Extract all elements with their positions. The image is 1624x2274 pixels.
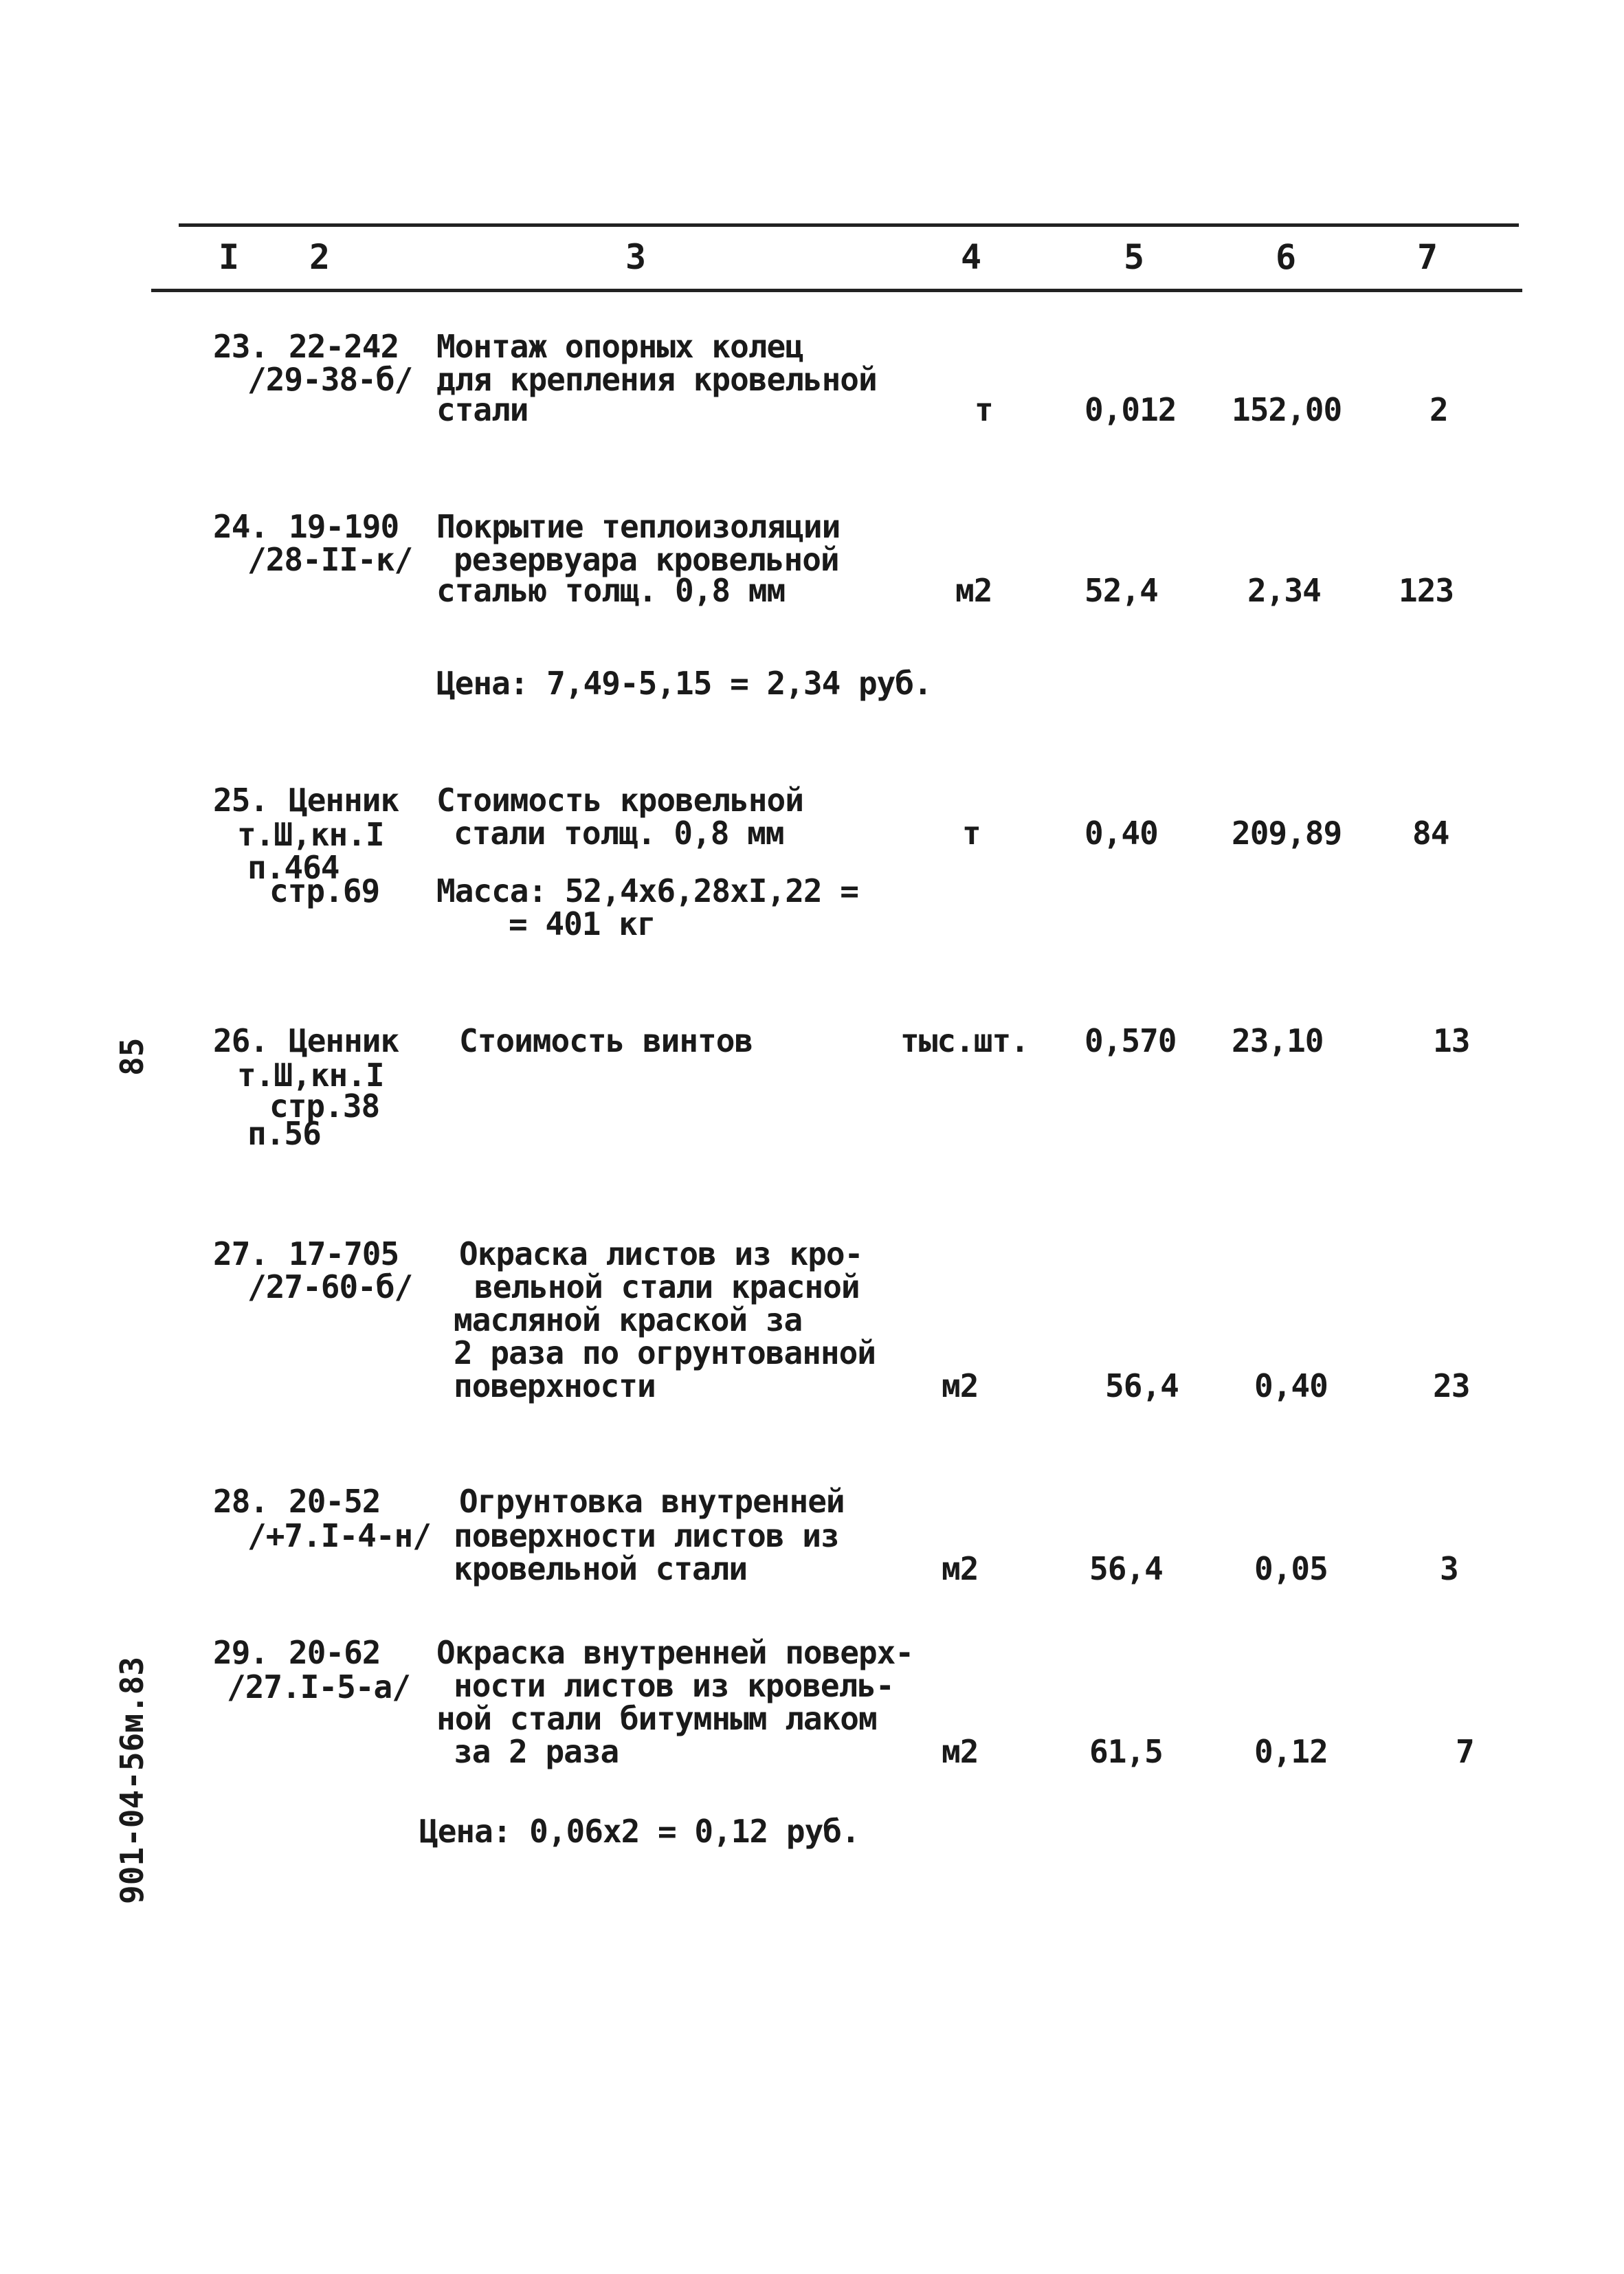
row-total: 123 [1399, 572, 1454, 609]
row-total: 7 [1456, 1733, 1474, 1770]
row-price-note: Цена: 7,49-5,15 = 2,34 руб. [436, 665, 932, 702]
row-code-line: т.Ш,кн.I [237, 816, 384, 853]
row-total: 23 [1433, 1367, 1470, 1404]
row-code-line: /28-II-к/ [247, 541, 413, 578]
row-total: 13 [1433, 1022, 1470, 1059]
row-description-line: стали толщ. 0,8 мм [454, 815, 784, 852]
row-unit: м2 [942, 1550, 979, 1587]
row-description-line: Огрунтовка внутренней [459, 1483, 845, 1520]
row-unit: тыс.шт. [900, 1022, 1029, 1059]
row-description-line: за 2 раза [454, 1733, 619, 1770]
row-total: 3 [1440, 1550, 1458, 1587]
row-unit-price: 23,10 [1232, 1022, 1324, 1059]
row-number: 28. [213, 1483, 269, 1520]
row-code-line: /27.I-5-а/ [227, 1668, 410, 1706]
col-header-5: 5 [1124, 237, 1145, 277]
row-description-line: сталью толщ. 0,8 мм [436, 572, 786, 609]
row-quantity: 56,4 [1105, 1367, 1179, 1404]
header-top-rule [179, 223, 1519, 227]
row-description-line: Монтаж опорных колец [436, 328, 803, 365]
row-code-line: 22-242 [289, 328, 399, 365]
row-unit: м2 [942, 1733, 979, 1770]
col-header-1: I [219, 237, 240, 277]
row-price-note: Цена: 0,06x2 = 0,12 руб. [419, 1813, 860, 1850]
row-description-line: кровельной стали [454, 1550, 748, 1587]
row-code-line: 17-705 [289, 1235, 399, 1272]
col-header-6: 6 [1276, 237, 1297, 277]
row-code-line: /27-60-б/ [247, 1268, 413, 1305]
row-unit: м2 [942, 1367, 979, 1404]
row-description-line: Покрытие теплоизоляции [436, 508, 841, 545]
row-description-line: Стоимость винтов [459, 1022, 753, 1059]
row-total: 84 [1412, 815, 1449, 852]
row-description-line: 2 раза по огрунтованной [454, 1334, 876, 1371]
row-quantity: 0,570 [1084, 1022, 1177, 1059]
row-unit-price: 2,34 [1247, 572, 1321, 609]
row-description-line: ности листов из кровель- [454, 1667, 894, 1704]
row-description-line: Окраска листов из кро- [459, 1235, 863, 1272]
row-code-line: п.56 [247, 1115, 321, 1152]
row-quantity: 56,4 [1089, 1550, 1163, 1587]
row-unit: м2 [955, 572, 992, 609]
row-code-line: т.Ш,кн.I [237, 1057, 384, 1094]
row-description-line: поверхности [454, 1367, 656, 1404]
row-description-line: резервуара кровельной [454, 541, 839, 578]
row-code-line: п.464 [247, 849, 340, 886]
row-total: 2 [1430, 391, 1448, 428]
row-mass-note: Масса: 52,4x6,28xI,22 = [436, 872, 858, 909]
row-description-line: масляной краской за [454, 1301, 803, 1338]
row-unit: т [962, 815, 981, 852]
row-code-line: 20-52 [289, 1483, 381, 1520]
col-header-7: 7 [1417, 237, 1438, 277]
col-header-3: 3 [625, 237, 647, 277]
row-code-line: стр.69 [269, 872, 380, 909]
row-unit-price: 0,40 [1254, 1367, 1328, 1404]
row-code-line: /+7.I-4-н/ [247, 1517, 431, 1554]
row-number: 25. [213, 782, 269, 819]
page-number: 85 [113, 1037, 151, 1076]
row-unit-price: 0,05 [1254, 1550, 1328, 1587]
row-description-line: вельной стали красной [474, 1268, 860, 1305]
row-description-line: Окраска внутренней поверх- [436, 1634, 914, 1671]
row-code-line: стр.38 [269, 1088, 380, 1125]
row-number: 27. [213, 1235, 269, 1272]
row-description-line: стали [436, 391, 529, 428]
document-code: 901-04-56м.83 [113, 1656, 151, 1904]
col-header-2: 2 [309, 237, 331, 277]
row-code-line: Ценник [289, 1022, 399, 1059]
row-quantity: 61,5 [1089, 1733, 1163, 1770]
row-code-line: 19-190 [289, 508, 399, 545]
row-unit-price: 152,00 [1232, 391, 1342, 428]
row-unit: т [975, 391, 993, 428]
row-code-line: /29-38-б/ [247, 361, 413, 398]
row-description-line: Стоимость кровельной [436, 782, 803, 819]
row-quantity: 0,012 [1084, 391, 1177, 428]
col-header-4: 4 [961, 237, 982, 277]
row-quantity: 52,4 [1084, 572, 1158, 609]
row-description-line: поверхности листов из [454, 1517, 839, 1554]
row-unit-price: 209,89 [1232, 815, 1342, 852]
row-code-line: 20-62 [289, 1634, 381, 1671]
row-number: 24. [213, 508, 269, 545]
row-description-line: ной стали битумным лаком [436, 1700, 877, 1737]
row-quantity: 0,40 [1084, 815, 1158, 852]
row-number: 23. [213, 328, 269, 365]
row-number: 29. [213, 1634, 269, 1671]
header-bottom-rule [151, 289, 1522, 292]
row-code-line: Ценник [289, 782, 399, 819]
row-number: 26. [213, 1022, 269, 1059]
row-mass-note: = 401 кг [509, 905, 656, 942]
row-unit-price: 0,12 [1254, 1733, 1328, 1770]
row-description-line: для крепления кровельной [436, 361, 877, 398]
